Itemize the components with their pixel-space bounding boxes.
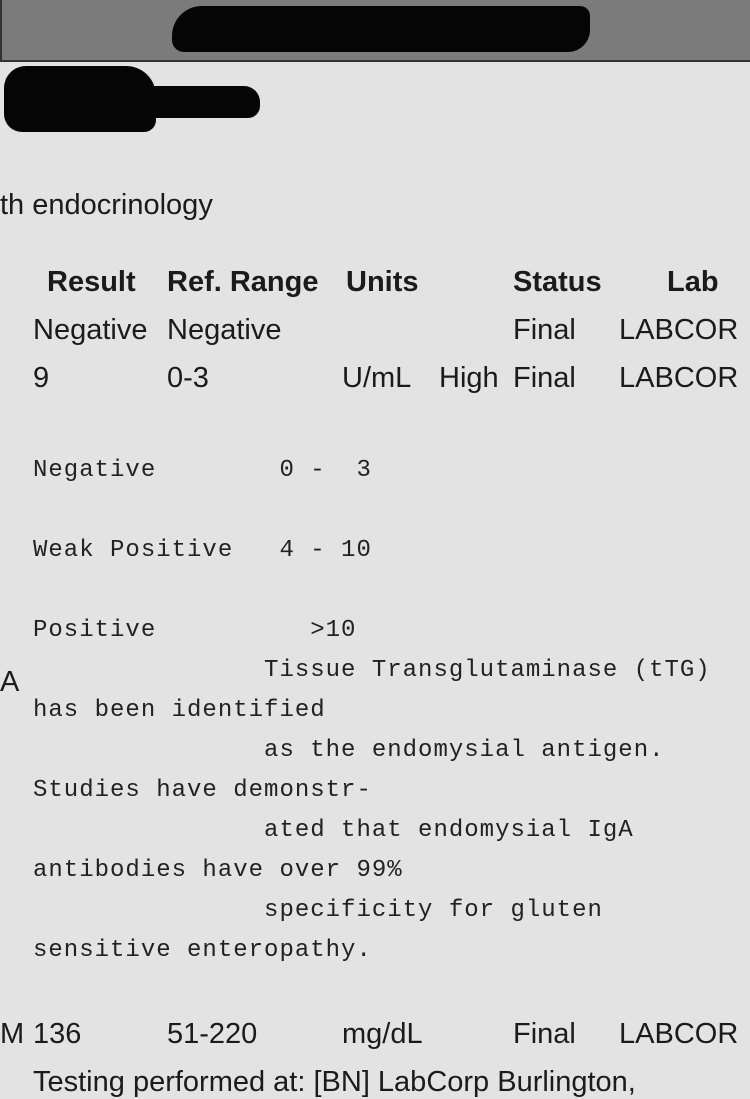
row1-result: Negative bbox=[33, 314, 148, 346]
comment-line: ated that endomysial IgA bbox=[33, 817, 634, 844]
row2-lab: LABCOR bbox=[619, 362, 739, 394]
range-weak-positive: Weak Positive 4 - 10 bbox=[33, 537, 372, 564]
comment-line: has been identified bbox=[33, 697, 326, 724]
redaction-name bbox=[4, 66, 156, 132]
comment-line: specificity for gluten bbox=[33, 897, 603, 924]
range-negative: Negative 0 - 3 bbox=[33, 457, 372, 484]
row-label-a: A bbox=[0, 666, 20, 698]
row3-label: M bbox=[0, 1018, 25, 1050]
redaction-top bbox=[172, 6, 590, 52]
row3-ref-range: 51-220 bbox=[167, 1018, 258, 1050]
comment-line: sensitive enteropathy. bbox=[33, 937, 372, 964]
row3-lab: LABCOR bbox=[619, 1018, 739, 1050]
range-positive: Positive >10 bbox=[33, 617, 357, 644]
comment-line: antibodies have over 99% bbox=[33, 857, 403, 884]
col-header-status: Status bbox=[513, 266, 602, 298]
col-header-result: Result bbox=[47, 266, 136, 298]
row2-result: 9 bbox=[33, 362, 50, 394]
testing-site-note: Testing performed at: [BN] LabCorp Burlington, bbox=[33, 1066, 636, 1098]
row3-result: 136 bbox=[33, 1018, 82, 1050]
row1-ref-range: Negative bbox=[167, 314, 282, 346]
row2-units: U/mL bbox=[342, 362, 412, 394]
row2-status: Final bbox=[513, 362, 576, 394]
comment-line: Studies have demonstr- bbox=[33, 777, 372, 804]
row3-status: Final bbox=[513, 1018, 576, 1050]
col-header-lab: Lab bbox=[667, 266, 719, 298]
comment-line: as the endomysial antigen. bbox=[33, 737, 665, 764]
col-header-ref-range: Ref. Range bbox=[167, 266, 319, 298]
row1-lab: LABCOR bbox=[619, 314, 739, 346]
row1-status: Final bbox=[513, 314, 576, 346]
row3-units: mg/dL bbox=[342, 1018, 423, 1050]
col-header-units: Units bbox=[346, 266, 419, 298]
section-title: th endocrinology bbox=[0, 189, 213, 221]
redaction-name-tail bbox=[140, 86, 260, 118]
row2-ref-range: 0-3 bbox=[167, 362, 209, 394]
comment-line: Tissue Transglutaminase (tTG) bbox=[33, 657, 711, 684]
row2-flag: High bbox=[439, 362, 499, 394]
